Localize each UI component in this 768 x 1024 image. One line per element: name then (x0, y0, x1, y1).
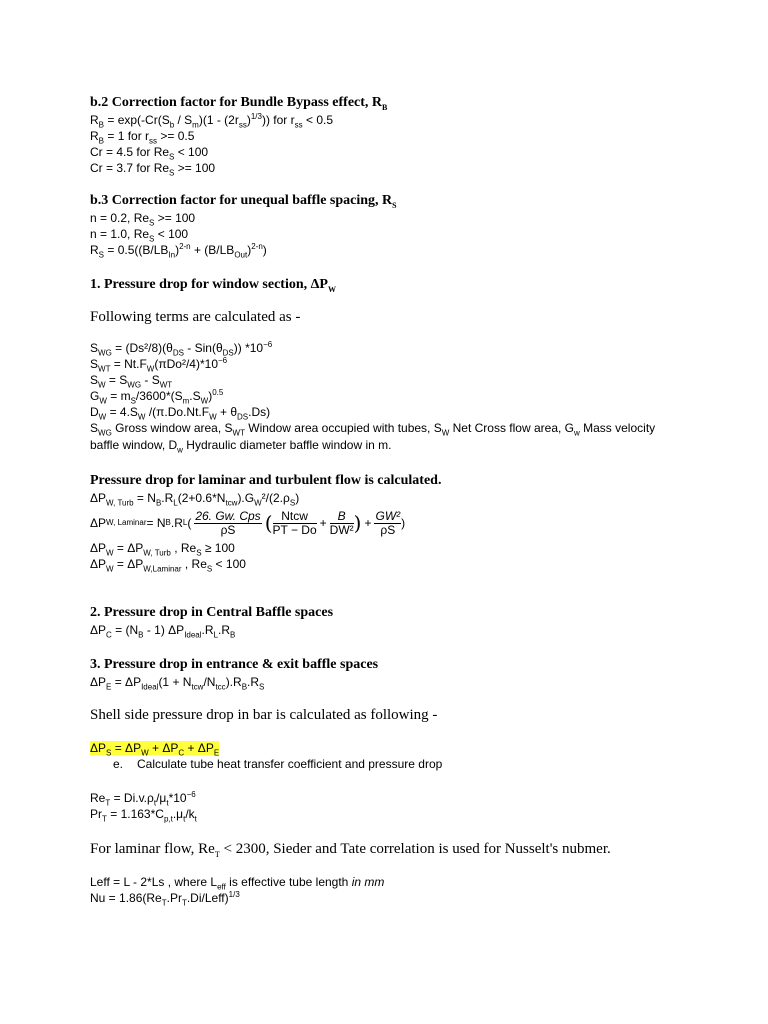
gw-formula: $G_W = m_S/3600*(S_m.S_W)^{0.5}$ (90, 388, 224, 406)
shell-side-intro: Shell side pressure drop in bar is calculated as following - (90, 707, 438, 723)
dpw-laminar-formula: ΔP W, Laminar = N B .R L ( $\frac{\text{26. Gw. Cps}}{\rho S}$ ( $\frac{\text{Ntcw}}{PT - Do}$ + $\frac{B}{\text{DW²}}$ ) + $\frac{\text{GW²}}{\rho S}$ ) (90, 508, 406, 537)
fraction-term-3: $\frac{B}{\text{DW²}}$ (329, 508, 354, 537)
cr-high: Cr = 3.7 for $Re_S >= 100$ (90, 161, 216, 178)
ret-formula: $Re_T = Di.v.\rho_t/\mu_t*10^{-6}$ (90, 790, 196, 808)
n-high: n = 0.2, $Re_S >= 100$ (90, 211, 196, 228)
cr-low: Cr = 4.5 for $Re_S < 100$ (90, 145, 209, 162)
list-item-e: e. Calculate tube heat transfer coefficient and pressure drop (113, 757, 443, 771)
prt-formula: $Pr_T = 1.163*C_{p,t}.\mu_t/k_t$ (90, 807, 197, 824)
fraction-term-1: $\frac{\text{26. Gw. Cps}}{\rho S}$ (195, 508, 261, 537)
dpw-condition-laminar: $\Delta P_W = \Delta P_{W,Laminar}$ , $Re_S < 100$ (90, 557, 246, 574)
list-marker: e. (113, 757, 124, 771)
sw-formula: $S_W = S_{WG} - S_{WT}$ (90, 373, 173, 390)
leff-formula: Leff = L - 2*Ls , where $L_{eff}$ is effective tube length in mm (90, 875, 385, 892)
fraction-term-4: $\frac{\text{GW²}}{\rho S}$ (375, 508, 401, 537)
rb-condition: $R_B = 1$ for $r_{ss} >= 0.5$ (90, 129, 195, 146)
n-low: n = 1.0, $Re_S < 100$ (90, 227, 189, 244)
dpc-formula: $\Delta P_C = (N_B - 1)$ $\Delta P_{Ideal}.R_L.R_B$ (90, 623, 236, 640)
heading-laminar-turbulent: Pressure drop for laminar and turbulent flow is calculated. (90, 473, 442, 488)
dpw-turb-formula: $\Delta P_{W, Turb} = N_B.R_L(2+0.6*N_{tcw}).G_W^2/(2.\rho_S)$ (90, 491, 300, 508)
heading-central-baffle: 2. Pressure drop in Central Baffle spaces (90, 605, 334, 620)
laminar-flow-note: For laminar flow, $Re_T < 2300$, Sieder and Tate correlation is used for Nusselt's nubmer. (90, 841, 611, 859)
swg-formula: $S_{WG} = (Ds^2/8)(\theta_{DS} - Sin(\theta_{DS}))$ $*10^{-6}$ (90, 340, 273, 358)
nu-formula: $Nu = 1.86(Re_T.Pr_T.Di/Leff)^{1/3}$ (90, 890, 240, 908)
fraction-term-2: $\frac{\text{Ntcw}}{PT - Do}$ (272, 508, 317, 537)
rb-formula: $R_B = \exp(-Cr(S_b / S_m)(1 - (2r_{ss})^{1/3}))$ for $r_{ss} < 0.5$ (90, 112, 333, 130)
heading-entrance-exit: 3. Pressure drop in entrance & exit baffle spaces (90, 657, 379, 672)
dw-formula: $D_W = 4.S_W$ $/(\pi.Do.Nt.F_W + \theta_{DS}.Ds)$ (90, 405, 271, 422)
swt-formula: $S_{WT} = Nt.F_W(\pi Do^2/4)*10^{-6}$ (90, 356, 228, 374)
heading-b3: b.3 Correction factor for unequal baffle spacing, $R_S$ (90, 193, 397, 210)
terms-intro: Following terms are calculated as - (90, 309, 301, 325)
dpw-condition-turb: $\Delta P_W = \Delta P_{W, Turb}$ , $Re_S \ge 100$ (90, 541, 235, 558)
document-page (90, 94, 690, 906)
dpe-formula: $\Delta P_E = \Delta P_{Ideal}(1 + N_{tcw}/N_{tcc}).R_B.R_S$ (90, 675, 265, 692)
terms-description: $S_{WG}$ Gross window area, $S_{WT}$ Window area occupied with tubes, $S_W$ Net Cross flow area, $G_w$ Mass velocity baffle window, $D_w$ Hydraulic diameter baffle window in m. (90, 421, 656, 455)
rs-formula: $R_S = 0.5((B/LB_{In})^{2-n} + (B/LB_{Out})^{2-n})$ (90, 242, 267, 260)
dps-total-formula: $\Delta P_S = \Delta P_W + \Delta P_C + \Delta P_E$ (90, 741, 220, 758)
heading-b2: b.2 Correction factor for Bundle Bypass effect, $R_B$ (90, 95, 388, 112)
heading-window-section: 1. Pressure drop for window section, $\Delta P_W$ (90, 277, 336, 294)
